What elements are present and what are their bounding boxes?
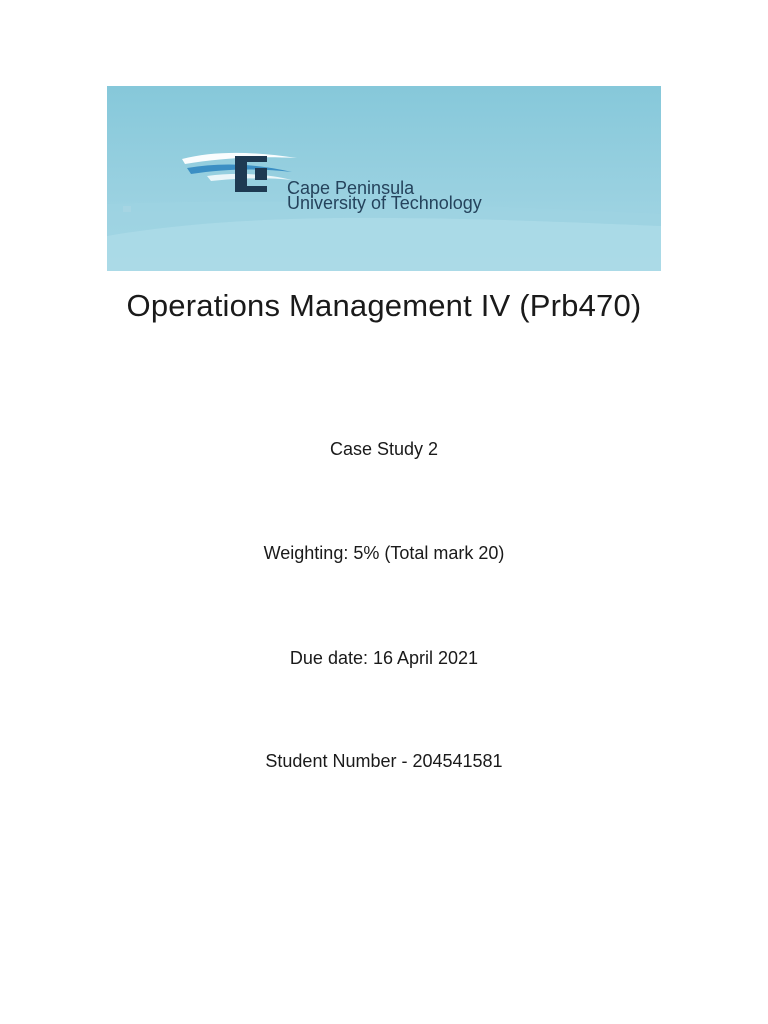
cput-logo <box>107 86 661 271</box>
document-title: Operations Management IV (Prb470) <box>126 288 642 323</box>
logo-text-line2: University of Technology <box>287 193 482 213</box>
logo-text-line1: Cape Peninsula <box>287 178 415 198</box>
due-date-text: Due date: 16 April 2021 <box>289 648 479 668</box>
student-number-text: Student Number - 204541581 <box>265 751 503 771</box>
weighting-text: Weighting: 5% (Total mark 20) <box>263 543 505 563</box>
case-study-label: Case Study 2 <box>329 439 439 459</box>
university-logo-banner <box>107 86 661 271</box>
